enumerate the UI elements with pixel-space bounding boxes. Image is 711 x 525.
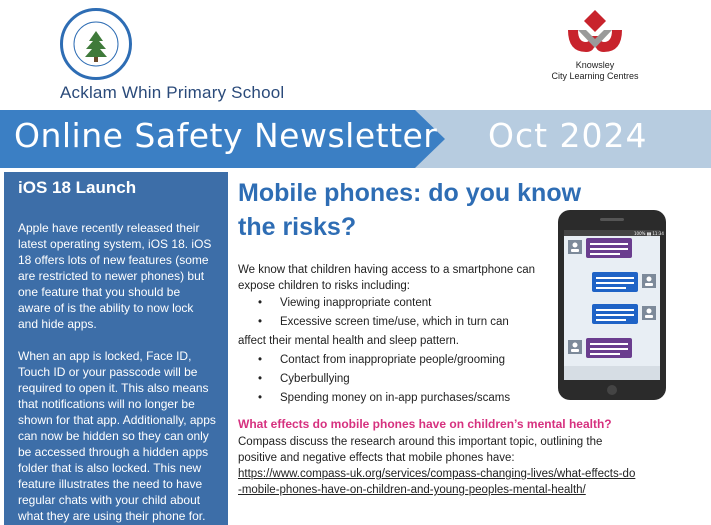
sidebar-paragraph: Apple have recently released their latest operating system, iOS 18. iOS 18 offers lots of new features (some are restricted to newer phones) but one feature that you should be aware of is the ability to now lock and hide apps. [18,221,212,331]
mental-health-question: What effects do mobile phones have on children’s mental health? [238,417,612,431]
bullet-icon: • [258,354,263,366]
sidebar-title: iOS 18 Launch [18,178,137,197]
newsletter-date: Oct 2024 [488,116,648,155]
risk-list [238,294,558,408]
newsletter-title: Online Safety Newsletter [14,116,438,155]
smartphone-chat-illustration-icon [556,208,668,402]
list-item: • Cyberbullying [238,370,558,389]
compass-text: Compass discuss the research around this important topic, outlining the positive and negative effects that mobile phones have: [238,436,603,464]
bullet-icon: • [258,316,263,328]
article-intro: We know that children having access to a smartphone can expose children to risks including: [238,264,536,292]
school-name: Acklam Whin Primary School [60,83,285,102]
sidebar-paragraph: When an app is locked, Face ID, Touch ID or your passcode will be required to open it. This also means that notifications will no longer be shown for that app. Additionally, apps can now be hidden so they can only be accessed through a hidden apps folder that is also locked. This new feature illustrates the need to have regular chats with your child about what they are using their phone for. [18,349,216,523]
list-item: • Viewing inappropriate content [238,294,558,313]
list-item: • Contact from inappropriate people/grooming [238,351,558,370]
bullet-icon: • [258,297,263,309]
sidebar-ios18 [4,172,228,525]
partner-name: Knowsley City Learning Centres [551,60,639,81]
bullet-icon: • [258,373,263,385]
list-item: • Excessive screen time/use, which in turn can [238,313,558,332]
article-heading: Mobile phones: do you know the risks? [238,179,582,241]
phone-status: 100% ▮▮ 11:34 [634,231,664,236]
crest-tree-icon [63,11,129,77]
bullet-icon: • [258,392,263,404]
compass-link[interactable]: https://www.compass-uk.org/services/compass-changing-lives/what-effects-do-mobile-phones-have-on-children-and-young-peoples-mental-health/ [238,468,636,496]
knowsley-clc-logo-icon [560,8,630,58]
list-item: • Spending money on in-app purchases/scams [238,389,558,408]
school-crest-logo [60,8,132,80]
list-item-continuation: affect their mental health and sleep pattern. [238,335,459,347]
